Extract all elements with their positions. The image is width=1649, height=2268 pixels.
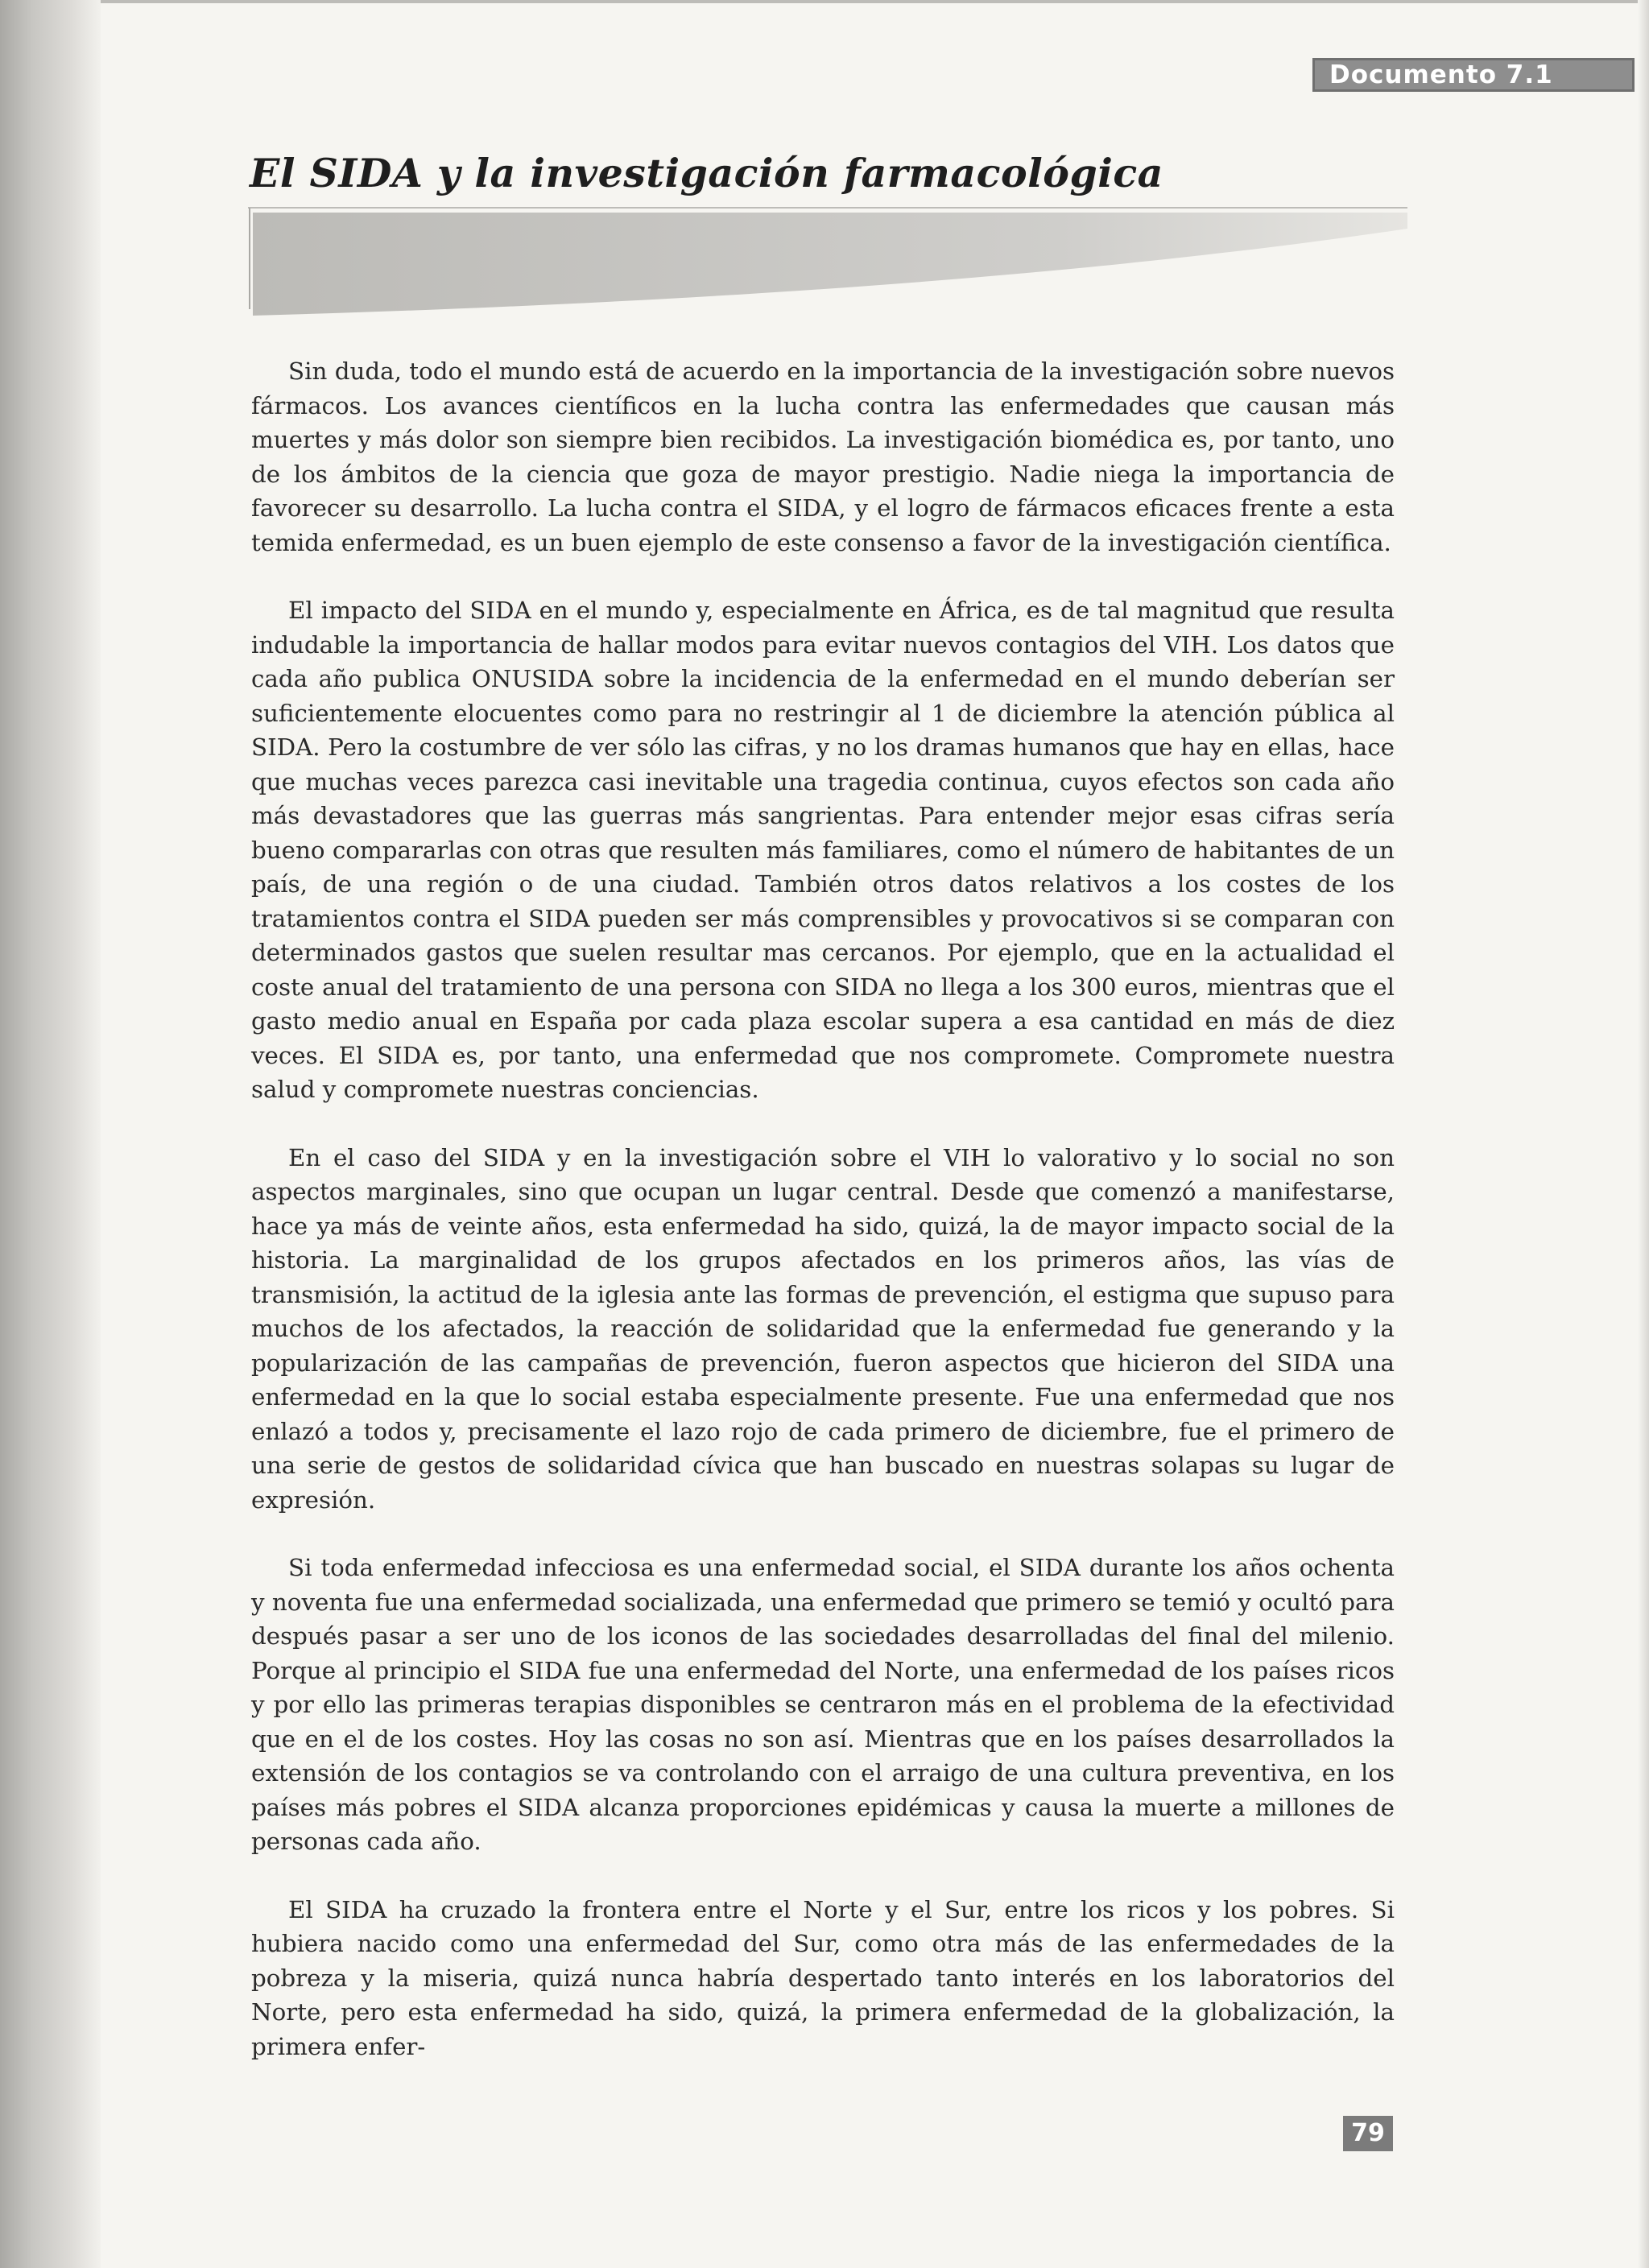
title-decorative-band [248, 206, 1407, 319]
page-right-edge [1638, 0, 1649, 2268]
article-paragraph-5: El SIDA ha cruzado la frontera entre el Norte y el Sur, entre los ricos y los pobres. Si hubiera nacido como una enfermedad del Sur, como otra más de las enfermedades de la pobreza y la miseria, quizá nunca habría despertado tanto interés en los laboratorios del Norte, pero esta enfermedad ha sido, quizá, la primera enfermedad de la globalización, la primera enfer- [251, 1895, 1395, 2060]
page-binding-shadow [0, 0, 101, 2268]
article-body [251, 354, 1395, 2097]
article-paragraph-4: Si toda enfermedad infecciosa es una enfermedad social, el SIDA durante los años ochenta y noventa fue una enfermedad socializada, una enfermedad que primero se temió y ocultó para después pasar a ser uno de los iconos de las sociedades desarrolladas del final del milenio. Porque al principio el SIDA fue una enfermedad del Norte, una enfermedad de los países ricos y por ello las primeras terapias disponibles se centraron más en el problema de la efectividad que en el de los costes. Hoy las cosas no son así. Mientras que en los países desarrollados la extensión de los contagios se va controlando con el arraigo de una cultura preventiva, en los países más pobres el SIDA alcanza proporciones epidémicas y causa la muerte a millones de personas cada año. [251, 1554, 1395, 1855]
article-paragraph-2: El impacto del SIDA en el mundo y, especialmente en África, es de tal magnitud que resulta indudable la importancia de hallar modos para evitar nuevos contagios del VIH. Los datos que cada año publica ONUSIDA sobre la incidencia de la enfermedad en el mundo deberían ser suficientemente elocuentes como para no restringir al 1 de diciembre la atención pública al SIDA. Pero la costumbre de ver sólo las cifras, y no los dramas humanos que hay en ellas, hace que muchas veces parezca casi inevitable una tragedia continua, cuyos efectos son cada año más devastadores que las guerras más sangrientas. Para entender mejor esas cifras sería bueno compararlas con otras que resulten más familiares, como el número de habitantes de un país, de una región o de una ciudad. También otros datos relativos a los costes de los tratamientos contra el SIDA pueden ser más comprensibles y provocativos si se comparan con determinados gastos que suelen resultar mas cercanos. Por ejemplo, que en la actualidad el coste anual del tratamiento de una persona con SIDA no llega a los 300 euros, mientras que el gasto medio anual en España por cada plaza escolar supera a esa cantidad en más de diez veces. El SIDA es, por tanto, una enfermedad que nos compromete. Compromete nuestra salud y compromete nuestras conciencias. [251, 597, 1395, 1103]
page-top-edge [101, 0, 1643, 3]
article-paragraph-1: Sin duda, todo el mundo está de acuerdo en la importancia de la investigación sobre nuevos fármacos. Los avances científicos en la lucha contra las enfermedades que causan más muertes y más dolor son siempre bien recibidos. La investigación biomédica es, por tanto, uno de los ámbitos de la ciencia que goza de mayor prestigio. Nadie niega la importancia de favorecer su desarrollo. La lucha contra el SIDA, y el logro de fármacos eficaces frente a esta temida enfermedad, es un buen ejemplo de este consenso a favor de la investigación científica. [251, 357, 1395, 556]
document-label-tab: Documento 7.1 [1312, 58, 1635, 92]
page-number-badge: 79 [1343, 2116, 1393, 2151]
article-title: El SIDA y la investigación farmacológica [250, 150, 1163, 196]
article-paragraph-3: En el caso del SIDA y en la investigación sobre el VIH lo valorativo y lo social no son aspectos marginales, sino que ocupan un lugar central. Desde que comenzó a manifestarse, hace ya más de veinte años, esta enfermedad ha sido, quizá, la de mayor impacto social de la historia. La marginalidad de los grupos afectados en los primeros años, las vías de transmisión, la actitud de la iglesia ante las formas de prevención, el estigma que supuso para muchos de los afectados, la reacción de solidaridad que la enfermedad fue generando y la popularización de las campañas de prevención, fueron aspectos que hicieron del SIDA una enfermedad en la que lo social estaba especialmente presente. Fue una enfermedad que nos enlazó a todos y, precisamente el lazo rojo de cada primero de diciembre, fue el primero de una serie de gestos de solidaridad cívica que han buscado en nuestras solapas su lugar de expresión. [251, 1143, 1395, 1514]
